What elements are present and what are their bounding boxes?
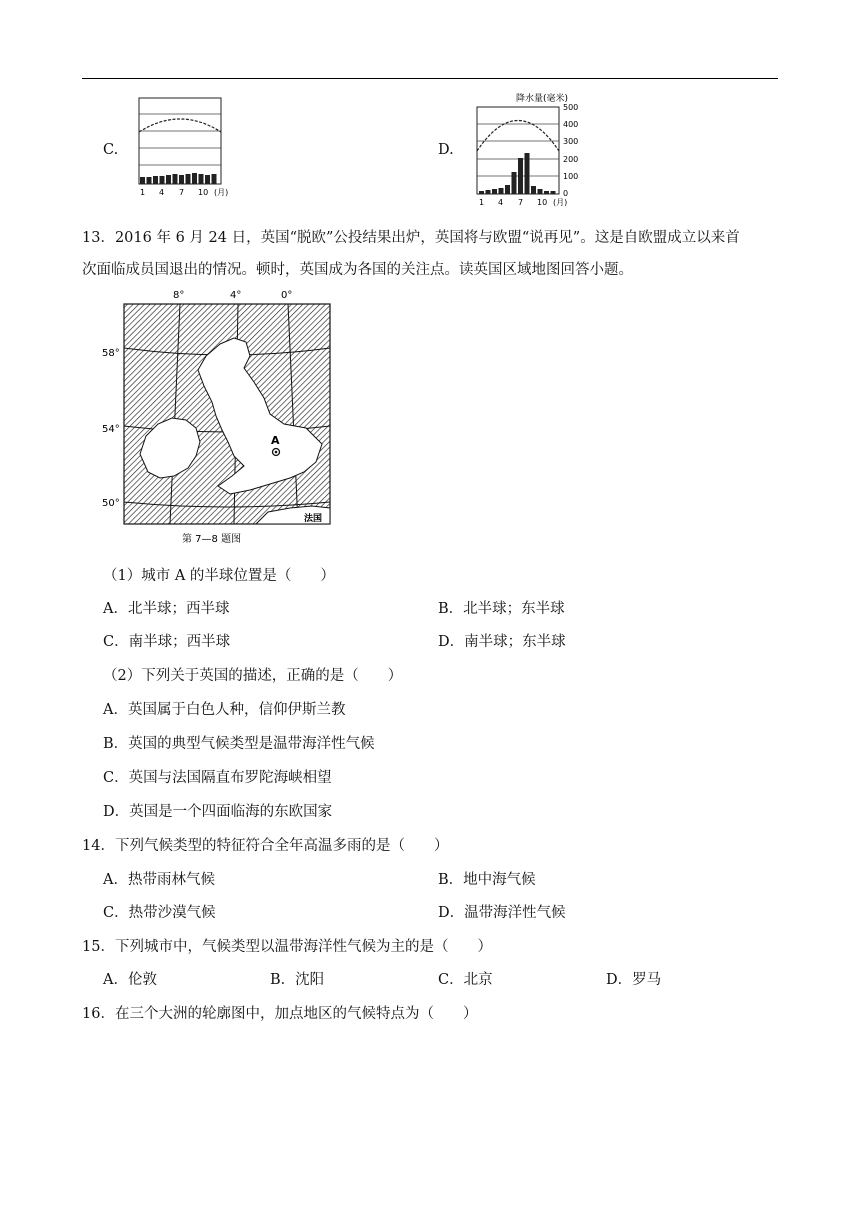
lat-label-54: 54° <box>102 424 120 435</box>
climate-chart-c <box>136 94 246 202</box>
option-c-label: C. <box>103 142 119 158</box>
q13-sub2-stem: （2）下列关于英国的描述，正确的是（ ） <box>103 668 403 684</box>
q14-option-c[interactable]: C．热带沙漠气候 <box>103 905 216 921</box>
c-xtick-10: 10 <box>198 188 209 197</box>
uk-map <box>100 286 340 548</box>
header-rule <box>82 78 778 79</box>
q14-option-a[interactable]: A．热带雨林气候 <box>103 872 215 888</box>
q15-option-b[interactable]: B．沈阳 <box>270 972 325 988</box>
c-xtick-4: 4 <box>159 188 165 197</box>
c-xtick-unit: (月) <box>214 188 229 197</box>
d-xtick-7: 7 <box>518 198 524 207</box>
q13-sub2-option-c[interactable]: C．英国与法国隔直布罗陀海峡相望 <box>103 770 332 786</box>
d-ytick-500: 500 <box>563 103 579 112</box>
q14-option-d[interactable]: D．温带海洋性气候 <box>438 905 566 921</box>
d-xtick-1: 1 <box>479 198 485 207</box>
q16-stem: 16．在三个大洲的轮廓图中，加点地区的气候特点为（ ） <box>82 1006 478 1022</box>
city-a-label: A <box>271 434 280 447</box>
climate-chart-d <box>474 90 594 208</box>
lat-label-58: 58° <box>102 348 120 359</box>
q13-sub1-option-b[interactable]: B．北半球；东半球 <box>438 601 565 617</box>
q13-sub1-option-a[interactable]: A．北半球；西半球 <box>103 601 230 617</box>
d-chart-title: 降水量(毫米) <box>516 94 569 104</box>
q15-stem: 15．下列城市中，气候类型以温带海洋性气候为主的是（ ） <box>82 939 492 955</box>
q15-option-a[interactable]: A．伦敦 <box>103 972 157 988</box>
d-ytick-0: 0 <box>563 189 569 198</box>
q13-sub1-option-d[interactable]: D．南半球；东半球 <box>438 634 566 650</box>
q14-option-b[interactable]: B．地中海气候 <box>438 872 536 888</box>
q13-sub2-option-b[interactable]: B．英国的典型气候类型是温带海洋性气候 <box>103 736 375 752</box>
d-ytick-200: 200 <box>563 155 579 164</box>
c-xtick-7: 7 <box>179 188 185 197</box>
q13-sub1-stem: （1）城市 A 的半球位置是（ ） <box>103 568 335 584</box>
c-xtick-1: 1 <box>140 188 146 197</box>
q13-sub1-option-c[interactable]: C．南半球；西半球 <box>103 634 231 650</box>
q14-stem: 14．下列气候类型的特征符合全年高温多雨的是（ ） <box>82 838 449 854</box>
d-xtick-10: 10 <box>537 198 548 207</box>
d-ytick-400: 400 <box>563 120 579 129</box>
d-xtick-unit: (月) <box>553 198 568 207</box>
q13-sub2-option-d[interactable]: D．英国是一个四面临海的东欧国家 <box>103 804 333 820</box>
lon-label-0: 0° <box>281 290 293 301</box>
d-ytick-300: 300 <box>563 137 579 146</box>
lat-label-50: 50° <box>102 498 120 509</box>
q13-sub2-option-a[interactable]: A．英国属于白色人种，信仰伊斯兰教 <box>103 702 346 718</box>
q13-stem-line1: 13．2016 年 6 月 24 日，英国“脱欧”公投结果出炉，英国将与欧盟“说再见”。这是自欧盟成立以来首 <box>82 230 740 246</box>
d-xtick-4: 4 <box>498 198 504 207</box>
lon-label-8: 8° <box>173 290 185 301</box>
d-ytick-100: 100 <box>563 172 579 181</box>
q15-option-d[interactable]: D．罗马 <box>606 972 662 988</box>
q15-option-c[interactable]: C．北京 <box>438 972 493 988</box>
option-d-label: D. <box>438 142 454 158</box>
map-caption: 第 7—8 题图 <box>182 534 242 545</box>
france-label: 法国 <box>304 514 323 524</box>
lon-label-4: 4° <box>230 290 242 301</box>
q13-stem-line2: 次面临成员国退出的情况。顿时，英国成为各国的关注点。读英国区域地图回答小题。 <box>82 262 633 278</box>
